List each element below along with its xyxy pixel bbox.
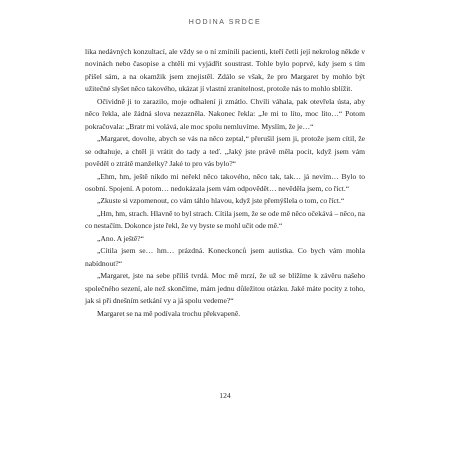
page-number: 124 bbox=[219, 391, 231, 400]
body-text bbox=[85, 46, 365, 320]
paragraph: „Margaret, dovolte, abych se vás na něco zeptal,“ přerušil jsem ji, protože jsem cítil, že se odtahuje, a chtěl ji vrátit do tady a teď. „Jaký jste právě měla pocit, když jsem vám pověděl o ztrátě manželky? Jaké to pro vás bylo?“ bbox=[85, 134, 365, 169]
paragraph: „Hm, hm, strach. Hlavně to byl strach. Cítila jsem, že se ode mě něco očekává – něco, na co nestačím. Dokonce jste řekl, že vy byste se mohl učit ode mě.“ bbox=[85, 208, 365, 231]
paragraph: lika nedávných konzultací, ale vždy se o ní zmínili pacienti, kteří četli její nekrolog někde v novinách nebo časopise a chtěli mi vyjádřit soustrast. Tohle bylo poprvé, kdy jsem s tím přišel sám, a na okamžik jsem znejistěl. Zdálo se však, že pro Margaret by mohlo být užitečné slyšet něco takového, ukázat jí vlastní zranitelnost, protože nás to mohlo sblížit. bbox=[85, 47, 365, 94]
paragraph: „Ano. A ještě?“ bbox=[97, 233, 145, 243]
paragraph: „Ehm, hm, ještě nikdo mi neřekl něco takového, něco tak, tak… já nevím… Bylo to osobní. Spojení. A potom… nedokázala jsem vám odpovědět… nevěděla jsem, co říct.“ bbox=[85, 171, 365, 193]
paragraph: „Cítila jsem se… hm… prázdná. Koneckonců jsem autistka. Co bych vám mohla nabídnout?“ bbox=[85, 246, 365, 268]
paragraph: Margaret se na mě podívala trochu překvapeně. bbox=[97, 308, 241, 318]
running-head: HODINA SRDCE bbox=[188, 19, 262, 26]
paragraph: „Zkuste si vzpomenout, co vám táhlo hlavou, když jste přemýšlela o tom, co říct.“ bbox=[97, 196, 345, 206]
paragraph: „Margaret, jste na sebe příliš tvrdá. Moc mě mrzí, že už se blížíme k závěru našeho společného sezení, ale než skončíme, mám jednu důležitou otázku. Jaké máte pocity z toho, jak si při dnešním setkání vy a já spolu vedeme?“ bbox=[85, 271, 365, 306]
paragraph: Očividně ji to zarazilo, moje odhalení ji zmátlo. Chvíli váhala, pak otevřela ústa, aby něco řekla, ale žádná slova nezazněla. Nakonec řekla: „Je mi to líto, moc líto…“ Potom pokračovala: „Bratr mi volává, ale moc spolu nemluvíme. Myslím, že je…“ bbox=[85, 96, 365, 131]
